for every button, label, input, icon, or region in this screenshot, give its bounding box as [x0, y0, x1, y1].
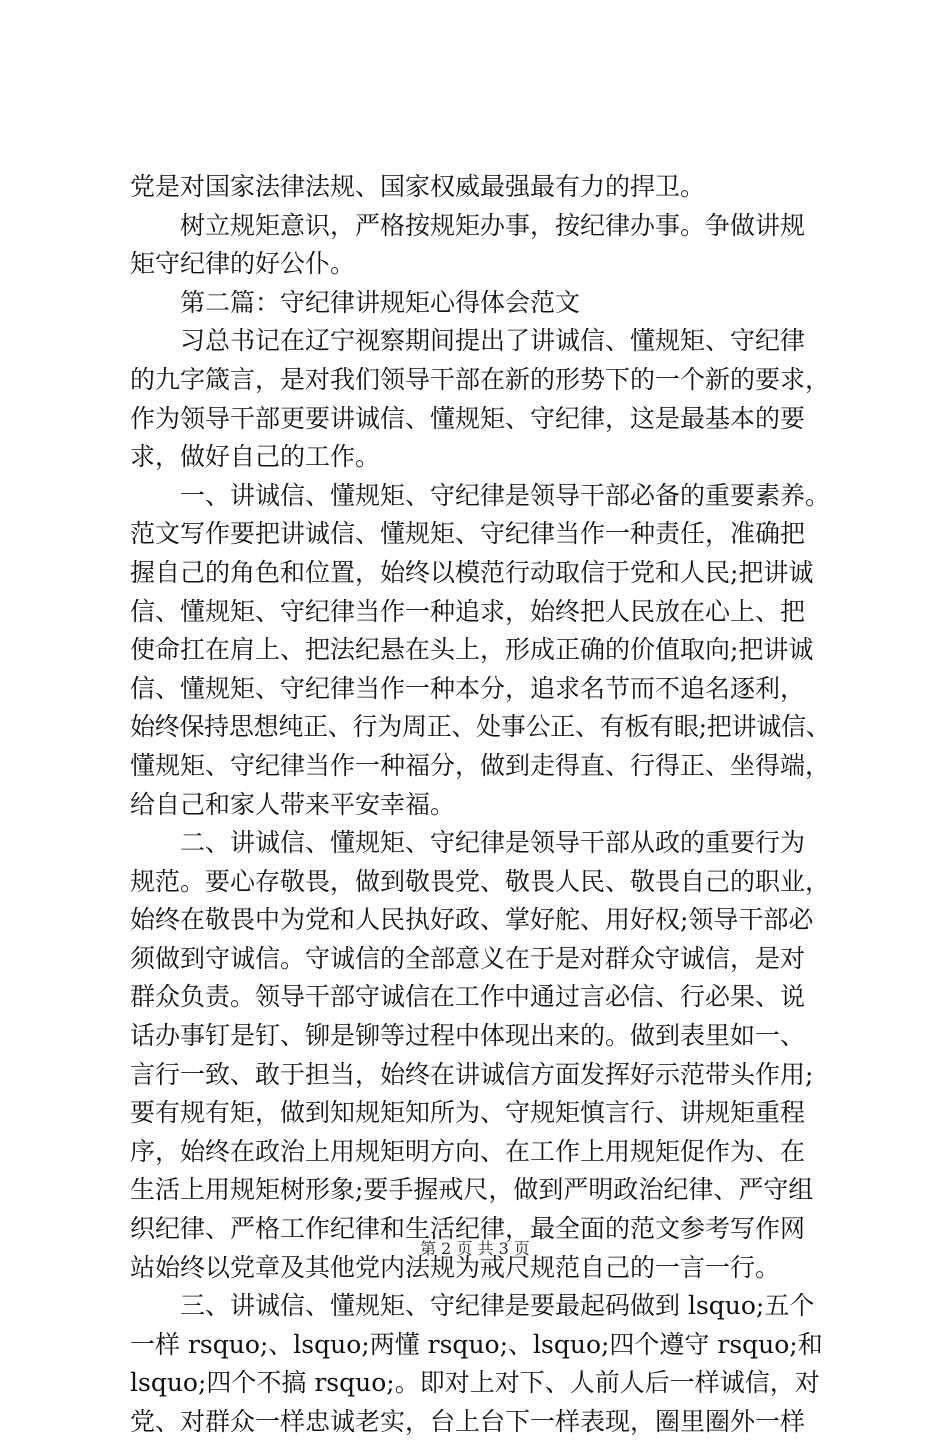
- text-line: 信、懂规矩、守纪律当作一种本分，追求名节而不追名逐利，: [130, 673, 806, 703]
- text-line: 二、讲诚信、懂规矩、守纪律是领导干部从政的重要行为: [130, 828, 806, 858]
- text-line: 信、懂规矩、守纪律当作一种追求，始终把人民放在心上、把: [130, 596, 806, 626]
- text-line: 言行一致、敢于担当，始终在讲诚信方面发挥好示范带头作用;: [130, 1059, 814, 1089]
- text-line: 三、讲诚信、懂规矩、守纪律是要最起码做到 lsquo;五个: [130, 1291, 815, 1321]
- text-line: 握自己的角色和位置，始终以模范行动取信于党和人民;把讲诚: [130, 557, 814, 587]
- text-line: 求，做好自己的工作。: [130, 442, 381, 472]
- text-line: 范文写作要把讲诚信、懂规矩、守纪律当作一种责任，准确把: [130, 519, 806, 549]
- text-line: 站始终以党章及其他党内法规为戒尺规范自己的一言一行。: [130, 1252, 781, 1282]
- text-line: 党是对国家法律法规、国家权威最强最有力的捍卫。: [130, 172, 706, 201]
- text-line: 群众负责。领导干部守诚信在工作中通过言必信、行必果、说: [130, 982, 806, 1012]
- text-line: 给自己和家人带来平安幸福。: [130, 789, 456, 819]
- text-line: 树立规矩意识，严格按规矩办事，按纪律办事。争做讲规: [130, 210, 806, 240]
- text-line: 一样 rsquo;、lsquo;两懂 rsquo;、lsquo;四个遵守 rsquo;和: [130, 1329, 823, 1359]
- text-line: 始终在敬畏中为党和人民执好政、掌好舵、用好权;领导干部必: [130, 905, 814, 935]
- text-line: 话办事钉是钉、铆是铆等过程中体现出来的。做到表里如一、: [130, 1021, 806, 1051]
- text-line: 作为领导干部更要讲诚信、懂规矩、守纪律，这是最基本的要: [130, 403, 806, 433]
- text-line: 懂规矩、守纪律当作一种福分，做到走得直、行得正、坐得端，: [130, 750, 831, 780]
- text-line: 织纪律、严格工作纪律和生活纪律，最全面的范文参考写作网: [130, 1214, 806, 1244]
- text-line: 要有规有矩，做到知规矩知所为、守规矩慎言行、讲规矩重程: [130, 1098, 806, 1128]
- text-line: 规范。要心存敬畏，做到敬畏党、敬畏人民、敬畏自己的职业，: [130, 866, 831, 896]
- text-line: lsquo;四个不搞 rsquo;。即对上对下、人前人后一样诚信，对: [130, 1368, 820, 1398]
- text-line: 习总书记在辽宁视察期间提出了讲诚信、懂规矩、守纪律: [130, 326, 806, 356]
- text-line: 生活上用规矩树形象;要手握戒尺，做到严明政治纪律、严守组: [130, 1175, 814, 1205]
- text-line: 一、讲诚信、懂规矩、守纪律是领导干部必备的重要素养。: [130, 480, 831, 510]
- page-footer: 第 2 页 共 3 页: [420, 1239, 530, 1258]
- text-line: 党、对群众一样忠诚老实，台上台下一样表现，圈里圈外一样: [130, 1407, 806, 1436]
- text-line: 始终保持思想纯正、行为周正、处事公正、有板有眼;把讲诚信、: [130, 712, 831, 742]
- text-line: 矩守纪律的好公仆。: [130, 249, 356, 279]
- text-line: 第二篇：守纪律讲规矩心得体会范文: [130, 287, 581, 317]
- text-line: 须做到守诚信。守诚信的全部意义在于是对群众守诚信，是对: [130, 943, 806, 973]
- text-line: 的九字箴言，是对我们领导干部在新的形势下的一个新的要求，: [130, 364, 831, 394]
- text-line: 序，始终在政治上用规矩明方向、在工作上用规矩促作为、在: [130, 1136, 806, 1166]
- text-line: 使命扛在肩上、把法纪悬在头上，形成正确的价值取向;把讲诚: [130, 635, 814, 665]
